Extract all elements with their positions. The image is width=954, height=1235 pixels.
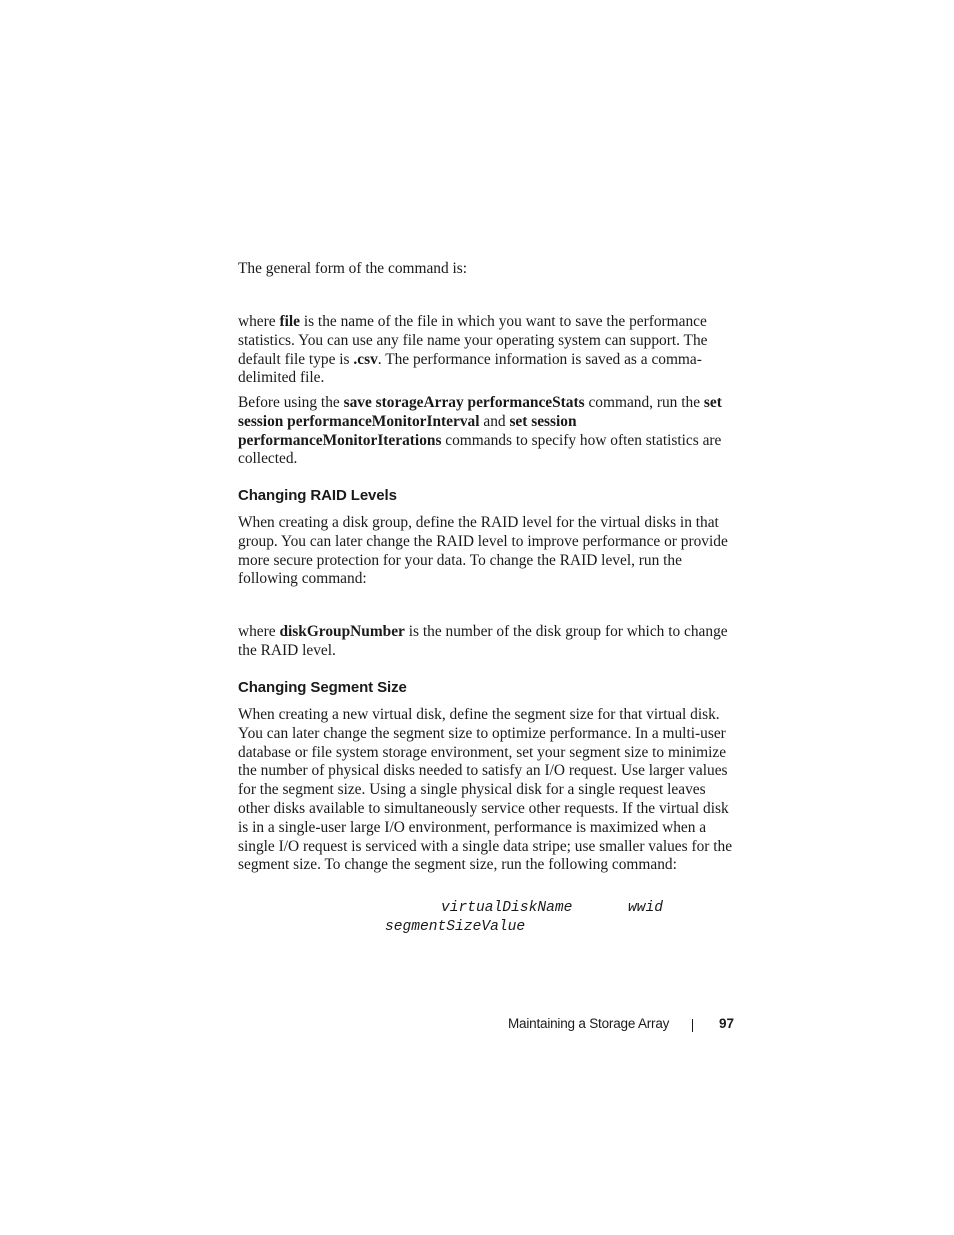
term-file: file [279, 313, 300, 330]
heading-changing-raid-levels: Changing RAID Levels [238, 487, 397, 504]
footer-page-number: 97 [719, 1016, 735, 1031]
code-segment-size-value: segmentSizeValue [385, 919, 526, 935]
term-disk-group-number: diskGroupNumber [279, 623, 405, 640]
footer-separator [692, 1019, 693, 1032]
segment-size-paragraph: When creating a new virtual disk, define the segment size for that virtual disk. You can later change the segment size to optimize performance. In a multi-user database or file system storage environment, set your segment size to minimize the number of physical disks needed to satisfy an I/O request. Use larger values for the segment size. Using a single physical disk for a single request leaves other disks available to simultaneously service other requests. If the virtual disk is in a single-user large I/O environment, performance is maximized when a single I/O request is serviced with a single data stripe; use smaller values for the segment size. To change the segment size, run the following command: [238, 706, 733, 874]
intro-text: The general form of the command is: [238, 260, 468, 277]
term-csv: .csv [353, 350, 378, 368]
term-monitor-iterations: set session performanceMonitorIterations [238, 412, 577, 449]
footer-chapter-title: Maintaining a Storage Array [508, 1016, 670, 1031]
term-monitor-interval: set session performanceMonitorInterval [238, 394, 722, 430]
file-description: where file is the name of the file in which you want to save the performance statistics. You can use any file name your operating system can support. The default file type is .csv. The performance information is saved as a comma-delimited file. [238, 313, 708, 387]
code-wwid: wwid [628, 900, 664, 916]
code-virtual-disk-name: virtualDiskName [441, 900, 573, 916]
disk-group-number-description: where diskGroupNumber is the number of the disk group for which to change the RAID level. [238, 623, 728, 659]
raid-paragraph: When creating a disk group, define the RAID level for the virtual disks in that group. You can later change the RAID level to improve performance or provide more secure protection for your data. To change the RAID level, run the following command: [238, 514, 728, 588]
heading-changing-segment-size: Changing Segment Size [238, 679, 407, 696]
before-using-paragraph: Before using the save storageArray performanceStats command, run the set session performanceMonitorInterval and set session performanceMonitorIterations commands to specify how often statistics are collected. [238, 394, 722, 468]
term-save-performance-stats: save storageArray performanceStats [343, 394, 585, 411]
